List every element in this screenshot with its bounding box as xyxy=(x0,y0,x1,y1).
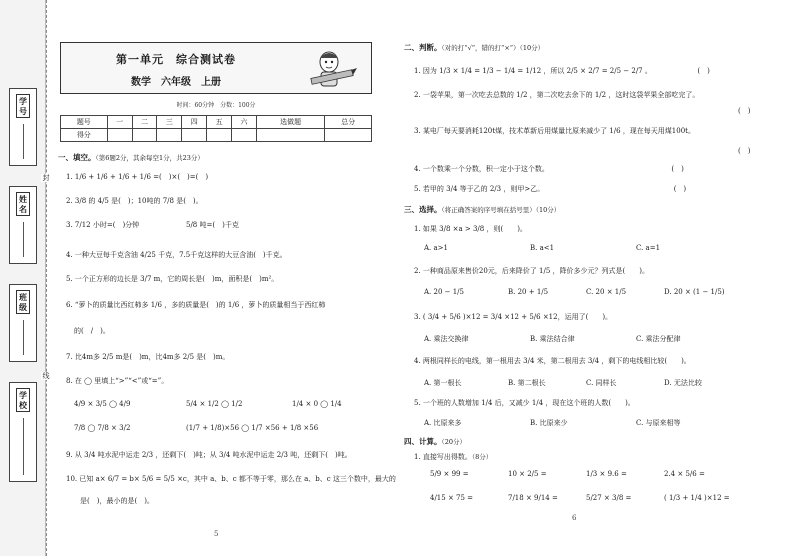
fill-question-10b: 是( )，最小的是( )。 xyxy=(80,497,154,505)
fill-question-1: 1. 1/6 + 1/6 + 1/6 + 1/6 =( )×( )=( ) xyxy=(66,173,209,181)
calc-item: 1/3 × 9.6 = xyxy=(586,470,627,478)
choice-question-3: 3. ( 3/4 + 5/6 )×12 = 3/4 ×12 + 5/6 ×12，运用了( )。 xyxy=(414,313,613,321)
student-id-box xyxy=(9,88,37,166)
calc-item: 5/27 × 3/8 = xyxy=(586,494,632,502)
score-cell[interactable] xyxy=(325,129,372,142)
exam-meta: 时间：60分钟 分数：100分 xyxy=(176,102,256,109)
fill-question-6b: 的( / )。 xyxy=(74,327,110,335)
score-cell[interactable] xyxy=(207,129,232,142)
fill-question-7: 7. 比4m多 2/5 m是( )m，比4m多 2/5 是( )m。 xyxy=(66,353,230,361)
fill-in-section-title xyxy=(58,152,204,163)
compare-item: 7/8 ◯ 7/8 × 3/2 xyxy=(74,424,131,432)
choice-title: 三、选择。 xyxy=(404,205,442,214)
class-blank[interactable] xyxy=(23,320,24,355)
score-header-row xyxy=(61,116,372,129)
calc-sub-title: 1. 直接写出得数。 xyxy=(414,453,472,461)
choice-question-2: 2. 一种商品原来售价20元，后来降价了 1/5 ，降价多少元？列式是( )。 xyxy=(414,267,649,275)
fill-question-5: 5. 一个正方形的边长是 3/7 m，它的周长是( )m，面积是( )m²。 xyxy=(66,275,279,283)
choice-question-1: 1. 如果 3/8 ×a > 3/8 ，则( )。 xyxy=(414,225,527,233)
school-blank[interactable] xyxy=(23,418,24,475)
page-number-left: 5 xyxy=(214,530,219,538)
choice-option[interactable]: B. 乘法结合律 xyxy=(530,335,575,343)
calc-item: 4/15 × 75 = xyxy=(430,494,474,502)
class-label: 班级 xyxy=(16,290,30,314)
binding-strip xyxy=(0,0,46,556)
page-number-right: 6 xyxy=(572,514,577,522)
choice-note: （将正确答案的序号填在括号里）（10分） xyxy=(441,206,561,214)
compare-item: 1/4 × 0 ◯ 1/4 xyxy=(292,400,342,408)
choice-option[interactable]: A. 20 − 1/5 xyxy=(424,288,464,296)
choice-option[interactable]: D. 20 × (1 − 1/5) xyxy=(664,288,725,296)
judge-question-2b: ( ) xyxy=(738,107,751,115)
score-row-label: 得分 xyxy=(61,129,108,142)
score-header-cell: 四 xyxy=(182,116,207,129)
score-value-row xyxy=(61,129,372,142)
choice-question-5: 5. 一个班的人数增加 1/4 后，又减少 1/4 ，现在这个班的人数( )。 xyxy=(414,399,635,407)
choice-option[interactable]: A. 乘法交换律 xyxy=(424,335,469,343)
score-cell[interactable] xyxy=(157,129,182,142)
student-id-blank[interactable] xyxy=(23,124,24,159)
fill-in-title: 一、填空。 xyxy=(58,153,96,162)
judge-question-3a: 3. 某电厂每天要消耗120t煤，技术革新后用煤量比原来减少了 1/6 ，现在每天用煤100t。 xyxy=(414,127,695,135)
score-header-cell: 一 xyxy=(107,116,132,129)
student-id-label: 学号 xyxy=(16,94,30,118)
judge-question-5: 5. 若甲的 3/4 等于乙的 2/3 ，则甲>乙。 ( ) xyxy=(414,185,687,193)
judge-question-2a: 2. 一袋苹果，第一次吃去总数的 1/2 ，第二次吃去余下的 1/2 ，这时这袋苹果全部吃完了。 xyxy=(414,91,700,99)
score-cell[interactable] xyxy=(182,129,207,142)
class-box xyxy=(9,284,37,362)
fill-question-9: 9. 从 3/4 吨水泥中运走 2/3 ，还剩下( )吨；从 3/4 吨水泥中运走 2/3 吨，还剩下( )吨。 xyxy=(66,451,352,459)
exam-header xyxy=(60,42,372,94)
judge-question-4: 4. 一个数乘一个分数，积一定小于这个数。 ( ) xyxy=(414,165,684,173)
calc-sub-note: （8分） xyxy=(471,453,493,461)
choice-option[interactable]: B. 第二根长 xyxy=(508,379,546,387)
score-cell[interactable] xyxy=(132,129,157,142)
choice-option[interactable]: C. 与原来相等 xyxy=(636,419,681,427)
choice-option[interactable]: C. 20 × 1/5 xyxy=(586,288,627,296)
calc-item: 10 × 2/5 = xyxy=(508,470,547,478)
binding-cut-line xyxy=(46,0,47,556)
choice-option[interactable]: A. 比原来多 xyxy=(424,419,462,427)
school-label: 学校 xyxy=(16,388,30,412)
choice-option[interactable]: C. 乘法分配律 xyxy=(636,335,681,343)
score-cell[interactable] xyxy=(232,129,257,142)
score-header-cell: 六 xyxy=(232,116,257,129)
fill-question-10a: 10. 已知 a× 6/7 = b× 5/6 = 5/5 ×c，其中 a、b、c 都不等于零，那么在 a、b、c 这三个数中，最大的 xyxy=(66,475,396,483)
calc-subsection xyxy=(414,452,492,462)
fill-in-note: （第6题2分，其余每空1分，共23分） xyxy=(95,154,204,162)
cut-mark-line: 线 xyxy=(42,372,50,380)
score-header-cell: 选做题 xyxy=(256,116,324,129)
choice-section-title xyxy=(404,204,560,215)
score-header-cell: 二 xyxy=(132,116,157,129)
calc-item: 7/18 × 9/14 = xyxy=(508,494,558,502)
calc-title: 四、计算。 xyxy=(404,437,442,446)
choice-option[interactable]: D. 无法比较 xyxy=(664,379,702,387)
calc-note: （20分） xyxy=(441,438,467,446)
judge-title: 二、判断。 xyxy=(404,43,442,52)
judge-question-1: 1. 因为 1/3 × 1/4 = 1/3 − 1/4 = 1/12 ，所以 2/5 × 2/7 = 2/5 − 2/7 。 ( ) xyxy=(414,67,710,75)
judge-question-3b: ( ) xyxy=(738,147,751,155)
choice-option[interactable]: B. 比原来少 xyxy=(530,419,568,427)
cut-mark-seal: 封 xyxy=(42,174,50,182)
choice-option[interactable]: A. a>1 xyxy=(424,244,448,252)
score-cell[interactable] xyxy=(256,129,324,142)
choice-option[interactable]: B. a<1 xyxy=(530,244,555,252)
exam-title: 第一单元 综合测试卷 xyxy=(116,53,236,66)
choice-option[interactable]: B. 20 + 1/5 xyxy=(508,288,549,296)
choice-option[interactable]: C. 同样长 xyxy=(586,379,617,387)
score-cell[interactable] xyxy=(107,129,132,142)
name-blank[interactable] xyxy=(23,222,24,257)
compare-item: (1/7 + 1/8)×56 ◯ 1/7 ×56 + 1/8 ×56 xyxy=(186,424,319,432)
name-box xyxy=(9,186,37,264)
fill-question-3b: 5/8 吨=( )千克 xyxy=(186,221,239,229)
calc-item: ( 1/3 + 1/4 )×12 = xyxy=(664,494,730,502)
judge-note: （对的打“√”，错的打“×”）（10分） xyxy=(441,44,545,52)
score-table xyxy=(60,115,372,142)
name-label: 姓名 xyxy=(16,192,30,216)
compare-item: 5/4 × 1/2 ◯ 1/2 xyxy=(186,400,243,408)
score-header-cell: 总分 xyxy=(325,116,372,129)
compare-item: 4/9 × 3/5 ◯ 4/9 xyxy=(74,400,131,408)
score-header-cell: 三 xyxy=(157,116,182,129)
choice-question-4: 4. 两根同样长的电线，第一根用去 3/4 米，第二根用去 3/4 ，剩下的电线相比较( )。 xyxy=(414,357,691,365)
choice-option[interactable]: A. 第一根长 xyxy=(424,379,462,387)
judge-section-title xyxy=(404,42,544,53)
calc-item: 5/9 × 99 = xyxy=(430,470,469,478)
calc-item: 2.4 × 5/6 = xyxy=(664,470,705,478)
fill-question-3a: 3. 7/12 小时=( )分钟 xyxy=(66,221,140,229)
fill-question-4: 4. 一种大豆每千克含油 4/25 千克，7.5千克这样的大豆含油( )千克。 xyxy=(66,251,287,259)
score-header-cell: 五 xyxy=(207,116,232,129)
calc-section-title xyxy=(404,436,466,447)
fill-question-6a: 6. “萝卜的质量比西红柿多 1/6 ，多的质量是( )的 1/6 ，萝卜的质量相当于西红柿 xyxy=(66,301,326,309)
exam-subtitle: 数学 六年级 上册 xyxy=(131,77,221,88)
fill-question-2: 2. 3/8 的 4/5 是( )；10吨的 7/8 是( )。 xyxy=(66,197,203,205)
school-box xyxy=(9,382,37,482)
score-header-cell: 题号 xyxy=(61,116,108,129)
choice-option[interactable]: C. a=1 xyxy=(636,244,661,252)
fill-question-8: 8. 在 ◯ 里填上“>”“<”或“=”。 xyxy=(66,377,169,385)
pencil-mascot-icon xyxy=(307,48,357,90)
